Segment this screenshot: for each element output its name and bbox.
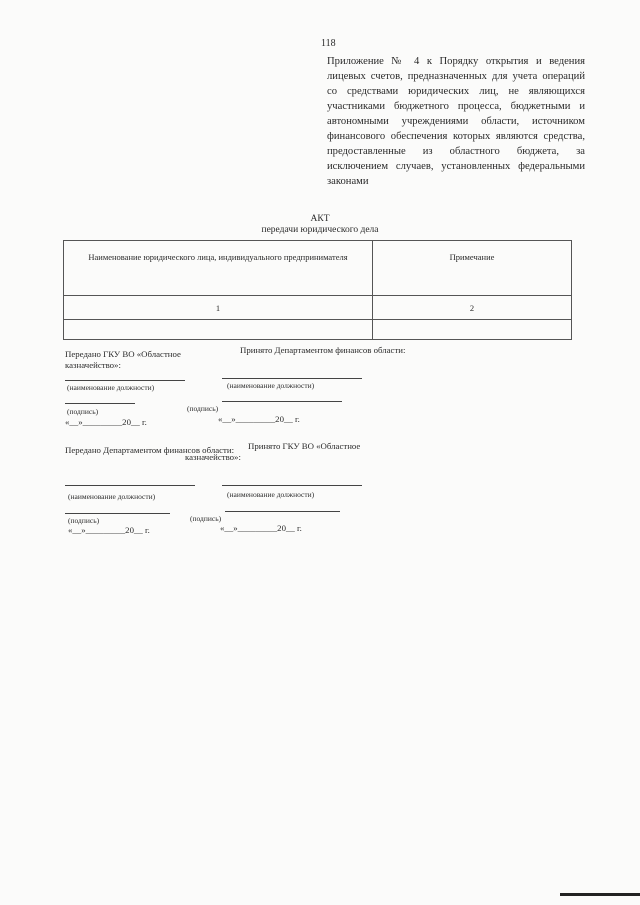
block2-left-position-line[interactable] <box>65 485 195 486</box>
block1-right-label: Принято Департаментом финансов области: <box>240 345 406 355</box>
block1-right-position-line[interactable] <box>222 378 362 379</box>
block1-right-position-caption: (наименование должности) <box>227 381 315 390</box>
block2-right-position-line[interactable] <box>222 485 362 486</box>
act-title: АКТ <box>310 214 330 224</box>
block1-right-signature-caption: (подпись) <box>187 404 219 413</box>
table-number-row <box>64 296 572 320</box>
block2-left-label: Передано Департаментом финансов области: <box>65 445 235 455</box>
column-header-entity-name: Наименование юридического лица, индивидуального предпринимателя <box>64 241 373 296</box>
block1-left-position-caption: (наименование должности) <box>67 383 155 392</box>
block1-left-position-line[interactable] <box>65 380 185 381</box>
page-number: 118 <box>321 38 336 49</box>
table-cell[interactable] <box>64 320 373 340</box>
act-subtitle: передачи юридического дела <box>261 225 379 235</box>
block2-left-date: «__»_________20__ г. <box>68 525 150 535</box>
table-header-row <box>64 241 572 296</box>
block1-right-date: «__»_________20__ г. <box>218 414 300 424</box>
block1-left-signature-caption: (подпись) <box>67 407 99 416</box>
block1-left-label: Передано ГКУ ВО «Областное казначейство»: <box>65 349 181 370</box>
column-number-2: 2 <box>373 296 572 320</box>
table-row <box>64 320 572 340</box>
appendix-note: Приложение № 4 к Порядку открытия и ведения лицевых счетов, предназначенных для учета операций со средствами юридических лиц, не являющихся участниками бюджетного процесса, бюджетными и автономными учреждениями области, источником финансового обеспечения которых являются средства, предоставленные из областного бюджета, за исключением случаев, установленных федеральными законами <box>327 56 585 187</box>
block2-left-signature-caption: (подпись) <box>68 516 100 525</box>
column-header-note: Примечание <box>373 241 572 296</box>
block2-right-date: «__»_________20__ г. <box>220 523 302 533</box>
scan-edge-mark <box>560 893 640 896</box>
transfer-table <box>63 240 572 340</box>
block2-left-signature-line[interactable] <box>65 513 170 514</box>
block2-right-signature-line[interactable] <box>225 511 340 512</box>
block2-right-label: Принято ГКУ ВО «Областное казначейство»: <box>185 441 361 462</box>
column-number-1: 1 <box>64 296 373 320</box>
block1-left-signature-line[interactable] <box>65 403 135 404</box>
table-cell[interactable] <box>373 320 572 340</box>
block2-right-position-caption: (наименование должности) <box>227 490 315 499</box>
block2-left-position-caption: (наименование должности) <box>68 492 156 501</box>
block2-right-signature-caption: (подпись) <box>190 514 222 523</box>
block1-left-date: «__»_________20__ г. <box>65 417 147 427</box>
block1-right-signature-line[interactable] <box>222 401 342 402</box>
